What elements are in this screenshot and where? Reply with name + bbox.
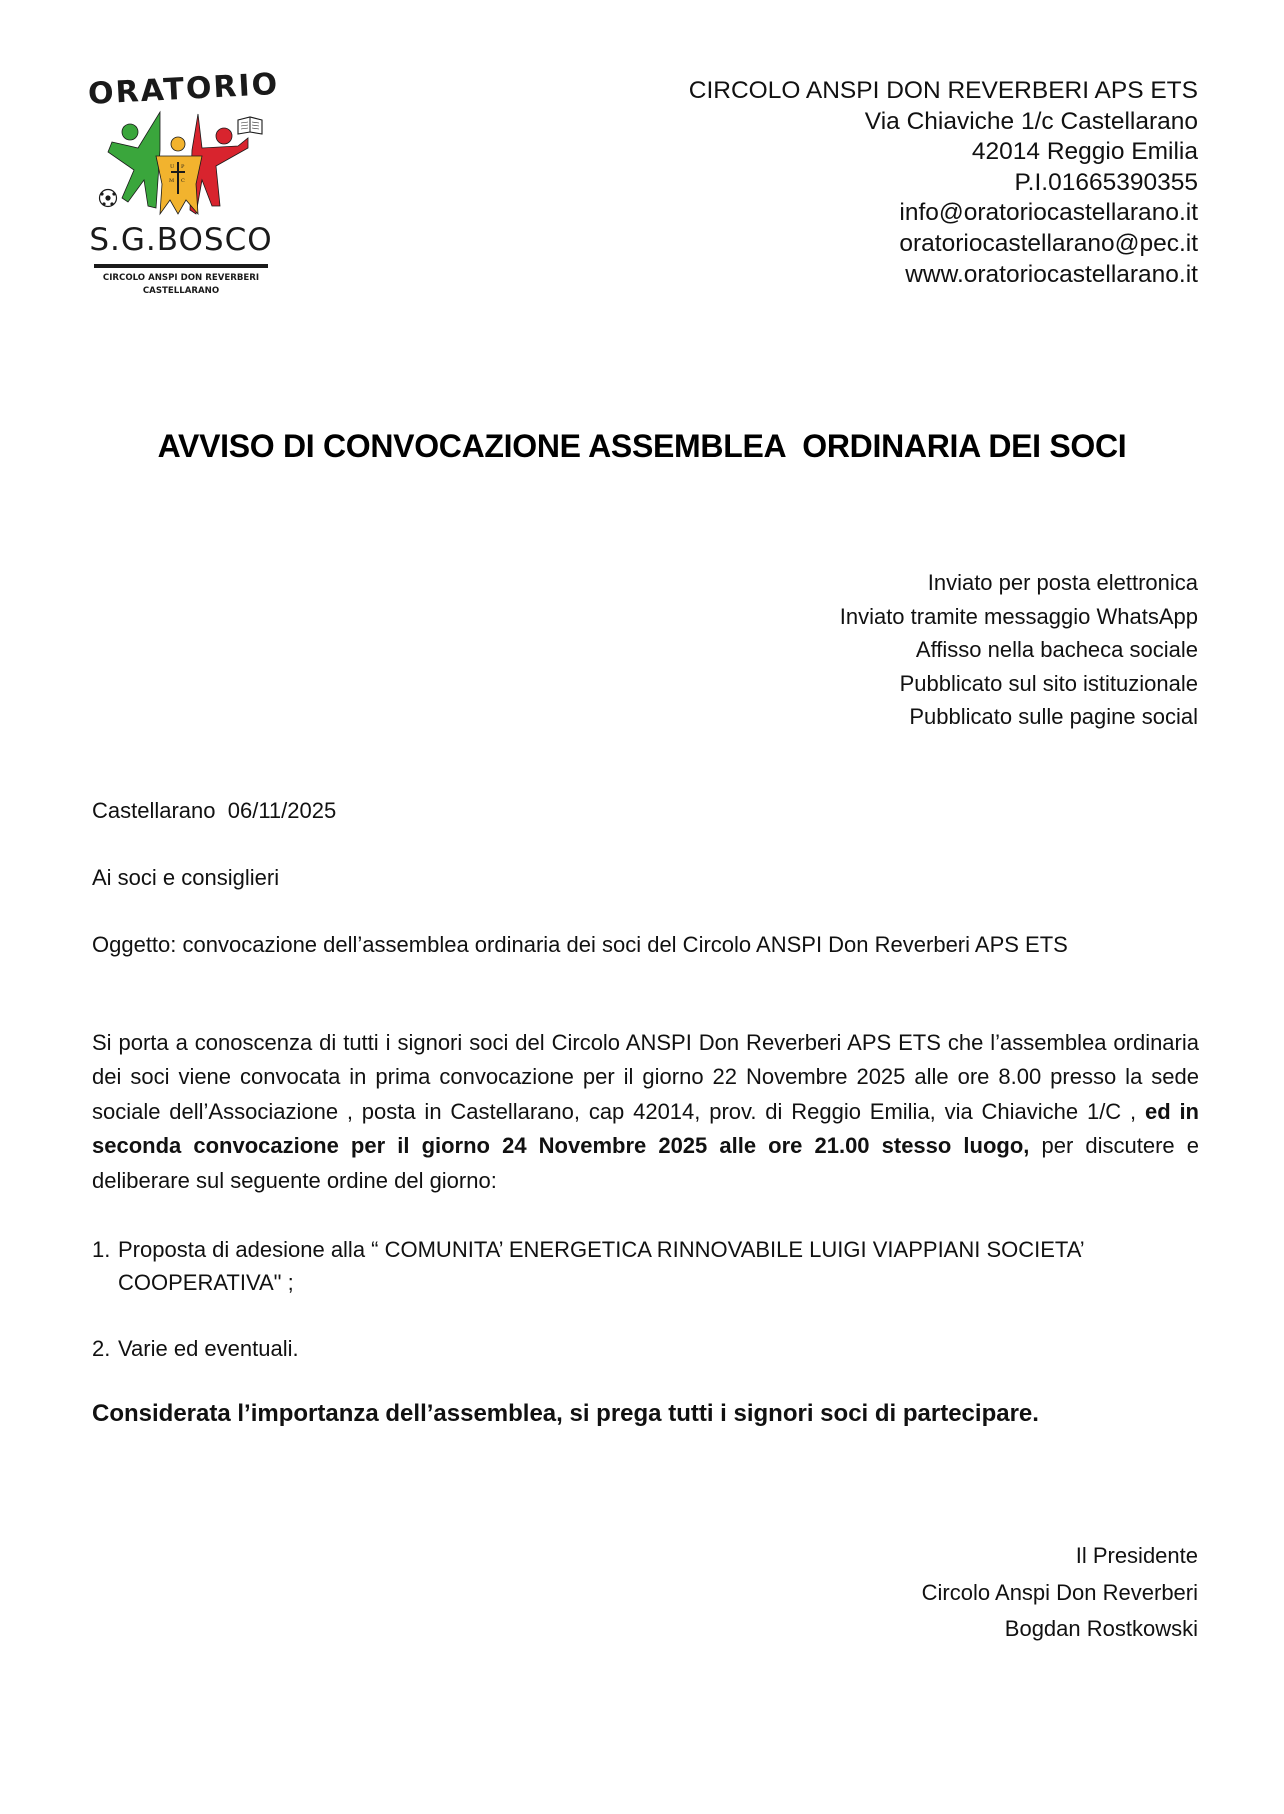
children-emblem-icon bbox=[98, 110, 264, 218]
svg-text:M: M bbox=[169, 178, 175, 184]
svg-text:U: U bbox=[170, 164, 175, 170]
oratorio-logo bbox=[87, 66, 281, 302]
agenda-text: Proposta di adesione alla “ COMUNITA’ ENERGETICA RINNOVABILE LUIGI VIAPPIANI SOCIETA’ COOPERATIVA" ; bbox=[118, 1237, 1084, 1295]
body-text: Si porta a conoscenza di tutti i signori soci del Circolo ANSPI Don Reverberi APS ETS che l’assemblea ordinaria dei soci viene convocata in prima convocazione per il giorno 22 Novembre 2025 alle ore 8.00 presso la sede sociale dell’Associazione , posta in Castellarano, cap 42014, prov. di Reggio Emilia, via Chiaviche 1/C , bbox=[92, 1030, 1199, 1124]
signature-organization: Circolo Anspi Don Reverberi bbox=[921, 1579, 1198, 1605]
logo-subtitle-line-2: CASTELLARANO bbox=[142, 286, 220, 296]
website-link[interactable]: www.oratoriocastellarano.it bbox=[905, 260, 1198, 288]
agenda-item bbox=[92, 1233, 1199, 1299]
subject-line: Oggetto: convocazione dell’assemblea ordinaria dei soci del Circolo ANSPI Don Reverberi APS ETS bbox=[92, 932, 1068, 957]
address: Via Chiaviche 1/c Castellarano bbox=[864, 107, 1198, 135]
vat-number: P.I.01665390355 bbox=[1014, 168, 1198, 196]
place-date: Castellarano 06/11/2025 bbox=[92, 798, 337, 823]
agenda-item bbox=[92, 1332, 1199, 1365]
body-text-end: per discutere e deliberare sul seguente ordine del giorno: bbox=[92, 1133, 1199, 1193]
distribution-item: Pubblicato sulle pagine social bbox=[909, 704, 1198, 730]
agenda-number: 1. bbox=[92, 1237, 111, 1262]
logo-divider bbox=[94, 264, 268, 268]
body-bold-text: ed in seconda convocazione per il giorno 24 Novembre 2025 alle ore 21.00 stesso luogo, bbox=[92, 1098, 1199, 1159]
email-link[interactable]: info@oratoriocastellarano.it bbox=[899, 199, 1198, 227]
organization-name: CIRCOLO ANSPI DON REVERBERI APS ETS bbox=[688, 77, 1198, 104]
distribution-item: Affisso nella bacheca sociale bbox=[915, 637, 1198, 663]
distribution-item: Inviato per posta elettronica bbox=[927, 570, 1198, 595]
city: 42014 Reggio Emilia bbox=[971, 138, 1198, 166]
closing-statement: Considerata l’importanza dell’assemblea, si prega tutti i signori soci di partecipare. bbox=[92, 1400, 1039, 1427]
pec-link[interactable]: oratoriocastellarano@pec.it bbox=[899, 229, 1198, 257]
logo-subtitle bbox=[88, 272, 274, 298]
logo-title: ORATORIO bbox=[87, 66, 281, 112]
svg-text:C: C bbox=[181, 178, 185, 184]
distribution-item: Inviato tramite messaggio WhatsApp bbox=[839, 603, 1198, 629]
distribution-item: Pubblicato sul sito istituzionale bbox=[899, 670, 1198, 696]
body-paragraph bbox=[92, 1026, 1199, 1198]
logo-name: S.G.BOSCO bbox=[89, 222, 273, 258]
agenda-number: 2. bbox=[92, 1336, 111, 1361]
document-title: AVVISO DI CONVOCAZIONE ASSEMBLEA ORDINARIA DEI SOCI bbox=[157, 428, 1127, 464]
agenda-text: Varie ed eventuali. bbox=[118, 1336, 299, 1361]
letterhead bbox=[689, 76, 1198, 290]
distribution-list bbox=[840, 566, 1198, 734]
signature-role: Il Presidente bbox=[1075, 1543, 1198, 1568]
agenda-list bbox=[92, 1233, 1199, 1365]
recipients: Ai soci e consiglieri bbox=[92, 865, 280, 890]
signature-block bbox=[922, 1538, 1198, 1648]
logo-subtitle-line-1: CIRCOLO ANSPI DON REVERBERI bbox=[102, 273, 260, 283]
svg-text:P: P bbox=[181, 164, 185, 170]
signature-name: Bogdan Rostkowski bbox=[1004, 1616, 1198, 1642]
